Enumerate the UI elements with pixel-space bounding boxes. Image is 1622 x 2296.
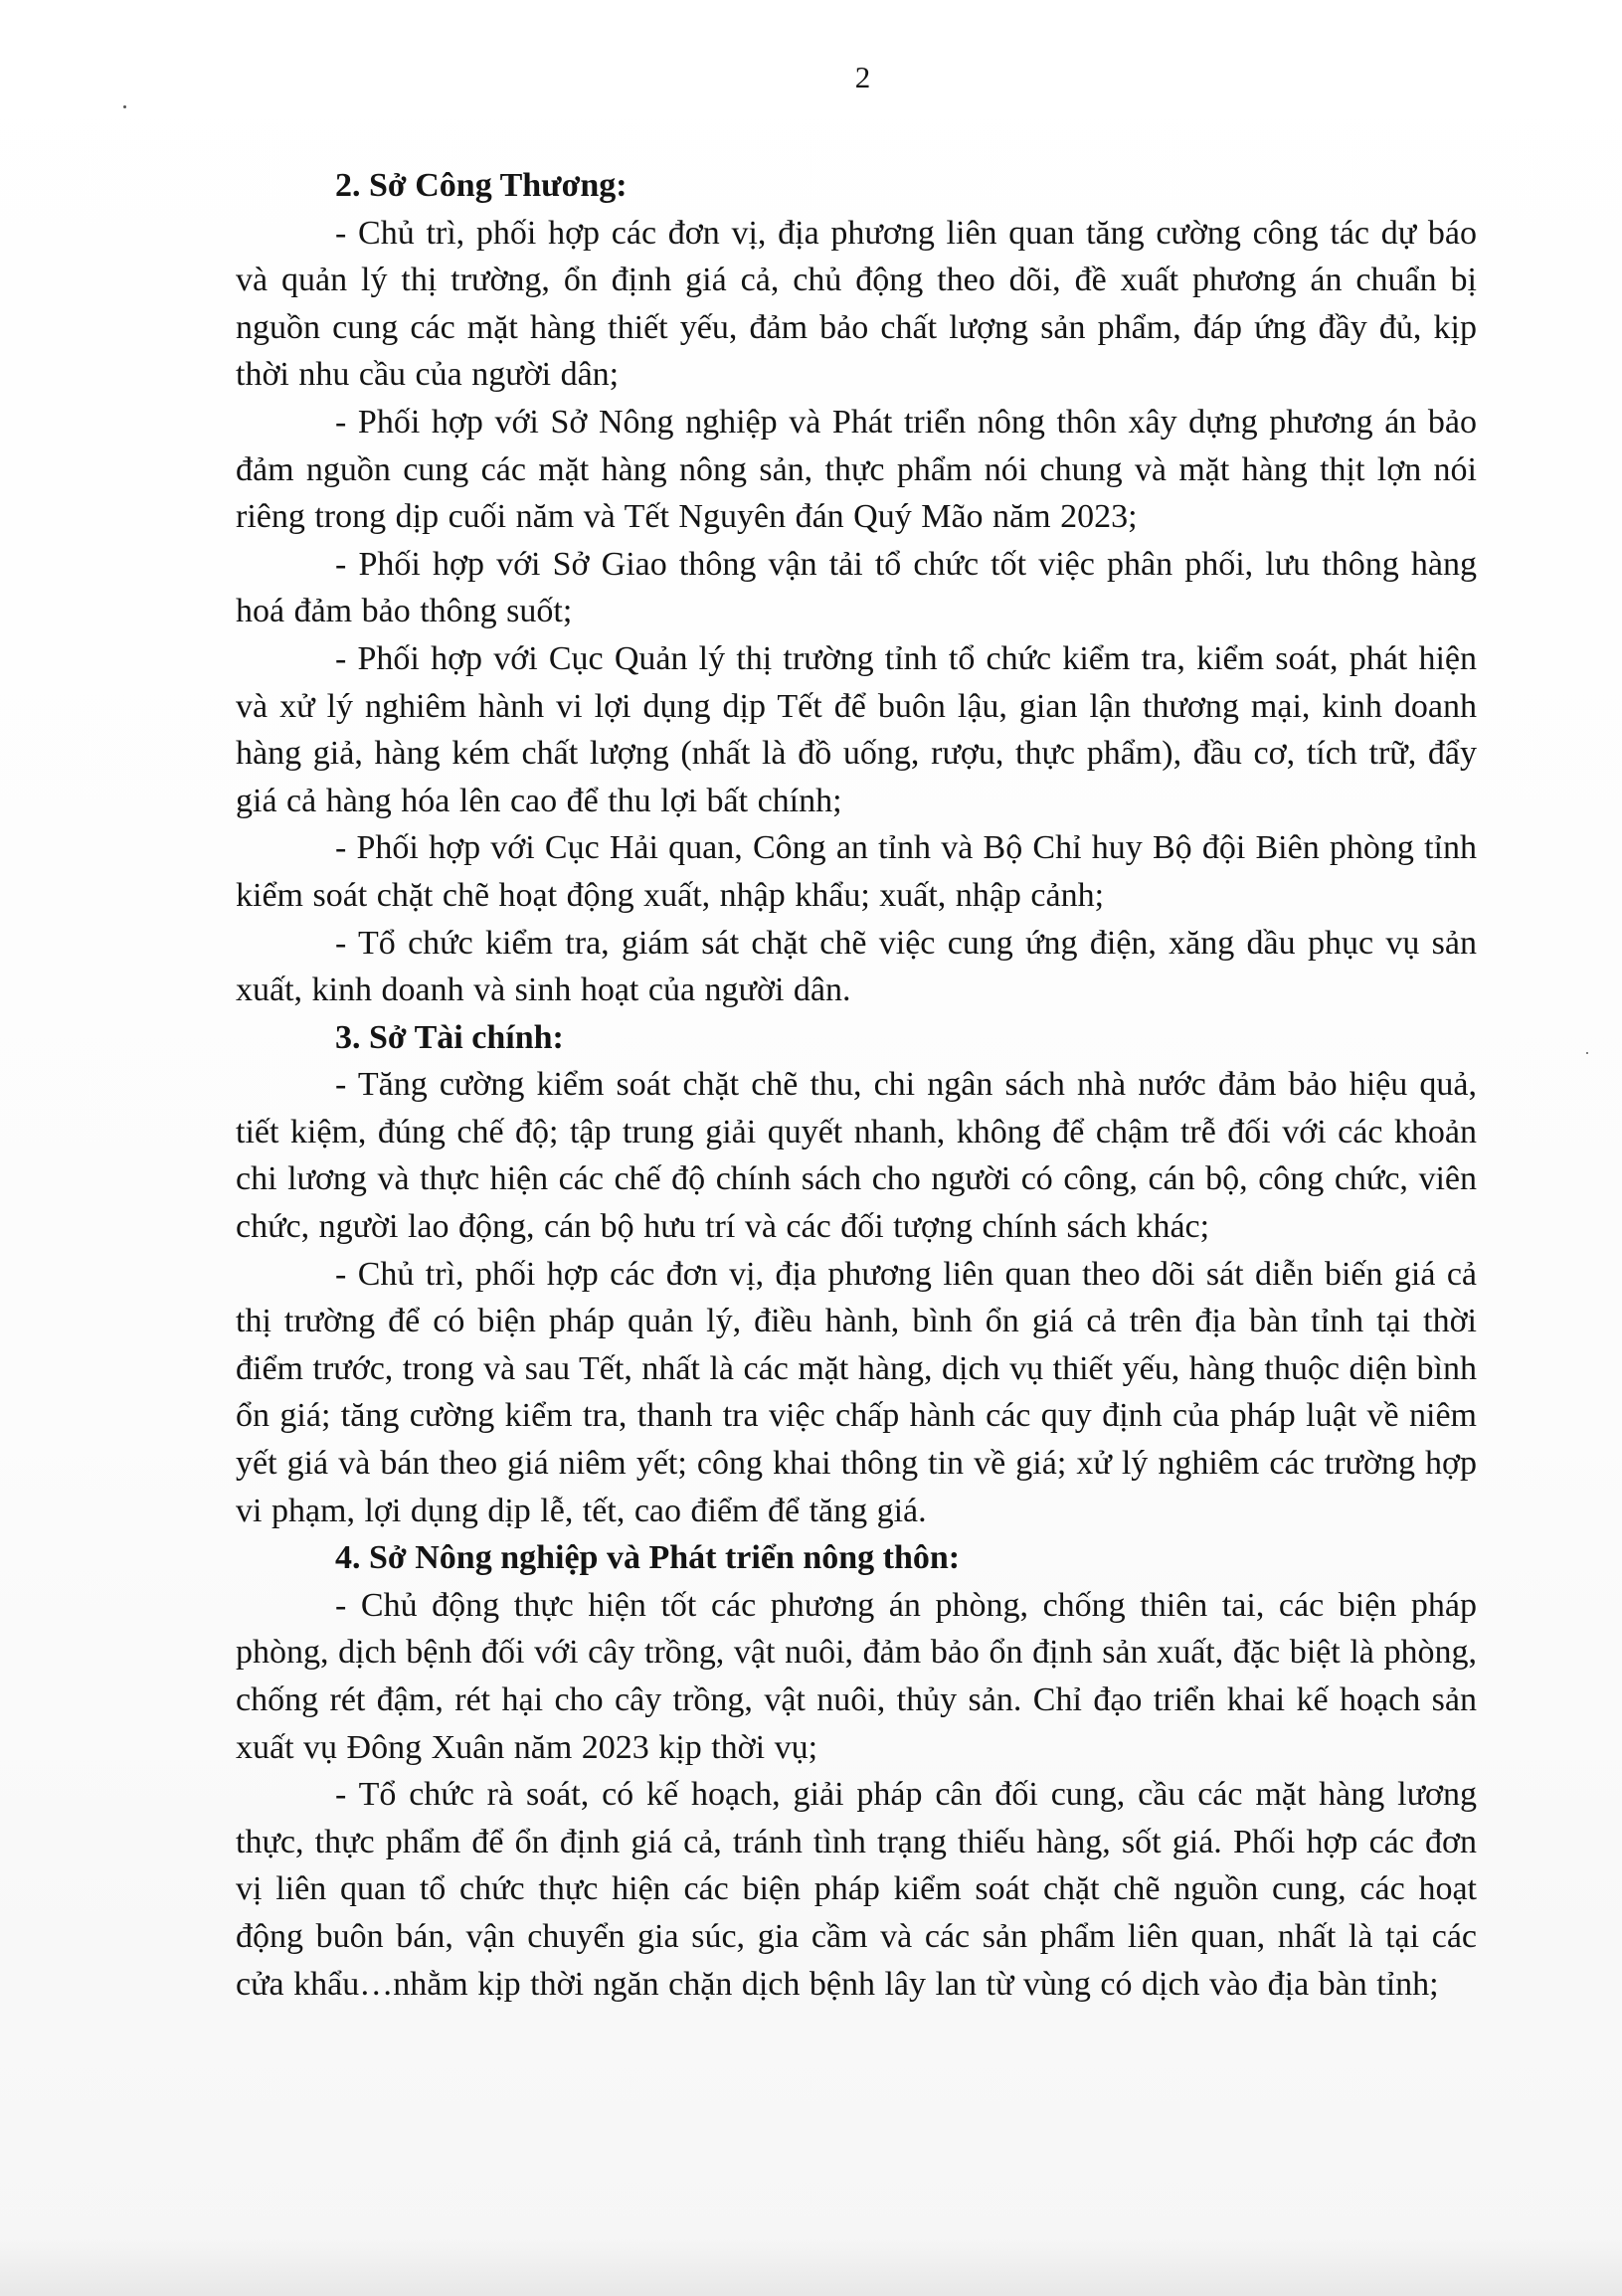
scan-edge-shade bbox=[0, 2236, 1622, 2296]
section-so-cong-thuong bbox=[236, 162, 1477, 1014]
paragraph: - Phối hợp với Sở Giao thông vận tải tổ chức tốt việc phân phối, lưu thông hàng hoá đảm bảo thông suốt; bbox=[236, 545, 1477, 630]
section-so-nong-nghiep bbox=[236, 1534, 1477, 2008]
section-heading: 3. Sở Tài chính: bbox=[335, 1018, 564, 1056]
page-number: 2 bbox=[854, 60, 871, 94]
section-heading: 4. Sở Nông nghiệp và Phát triển nông thôn: bbox=[335, 1539, 961, 1577]
scan-speck bbox=[1586, 1052, 1588, 1054]
paragraph: - Phối hợp với Sở Nông nghiệp và Phát triển nông thôn xây dựng phương án bảo đảm nguồn cung các mặt hàng nông sản, thực phẩm nói chung và mặt hàng thịt lợn nói riêng trong dịp cuối năm và Tết Nguyên đán Quý Mão năm 2023; bbox=[236, 403, 1477, 536]
document-body bbox=[236, 162, 1477, 2008]
paragraph: - Chủ trì, phối hợp các đơn vị, địa phương liên quan theo dõi sát diễn biến giá cả thị trường để có biện pháp quản lý, điều hành, bình ổn giá cả trên địa bàn tỉnh tại thời điểm trước, trong và sau Tết, nhất là các mặt hàng, dịch vụ thiết yếu, hàng thuộc diện bình ổn giá; tăng cường kiểm tra, thanh tra việc chấp hành các quy định của pháp luật về niêm yết giá và bán theo giá niêm yết; công khai thông tin về giá; xử lý nghiêm các trường hợp vi phạm, lợi dụng dịp lễ, tết, cao điểm để tăng giá. bbox=[236, 1255, 1477, 1529]
paragraph: - Tổ chức rà soát, có kế hoạch, giải pháp cân đối cung, cầu các mặt hàng lương thực, thực phẩm để ổn định giá cả, tránh tình trạng thiếu hàng, sốt giá. Phối hợp các đơn vị liên quan tổ chức thực hiện các biện pháp kiểm soát chặt chẽ nguồn cung, các hoạt động buôn bán, vận chuyển gia súc, gia cầm và các sản phẩm liên quan, nhất là tại các cửa khẩu…nhằm kịp thời ngăn chặn dịch bệnh lây lan từ vùng có dịch vào địa bàn tỉnh; bbox=[236, 1776, 1477, 2003]
paragraph: - Chủ động thực hiện tốt các phương án phòng, chống thiên tai, các biện pháp phòng, dịch bệnh đối với cây trồng, vật nuôi, đảm bảo ổn định sản xuất, đặc biệt là phòng, chống rét đậm, rét hại cho cây trồng, vật nuôi, thủy sản. Chỉ đạo triển khai kế hoạch sản xuất vụ Đông Xuân năm 2023 kịp thời vụ; bbox=[236, 1586, 1477, 1766]
section-so-tai-chinh bbox=[236, 1014, 1477, 1535]
paragraph: - Tăng cường kiểm soát chặt chẽ thu, chi ngân sách nhà nước đảm bảo hiệu quả, tiết kiệm, đúng chế độ; tập trung giải quyết nhanh, không để chậm trễ đối với các khoản chi lương và thực hiện các chế độ chính sách cho người có công, cán bộ, công chức, viên chức, người lao động, cán bộ hưu trí và các đối tượng chính sách khác; bbox=[236, 1066, 1477, 1246]
scan-speck bbox=[123, 105, 126, 108]
section-heading: 2. Sở Công Thương: bbox=[335, 167, 628, 204]
paragraph: - Phối hợp với Cục Hải quan, Công an tỉnh và Bộ Chỉ huy Bộ đội Biên phòng tỉnh kiểm soát chặt chẽ hoạt động xuất, nhập khẩu; xuất, nhập cảnh; bbox=[236, 829, 1477, 914]
paragraph: - Phối hợp với Cục Quản lý thị trường tỉnh tổ chức kiểm tra, kiểm soát, phát hiện và xử lý nghiêm hành vi lợi dụng dịp Tết để buôn lậu, gian lận thương mại, kinh doanh hàng giả, hàng kém chất lượng (nhất là đồ uống, rượu, thực phẩm), đầu cơ, tích trữ, đẩy giá cả hàng hóa lên cao để thu lợi bất chính; bbox=[236, 639, 1477, 819]
paragraph: - Chủ trì, phối hợp các đơn vị, địa phương liên quan tăng cường công tác dự báo và quản lý thị trường, ổn định giá cả, chủ động theo dõi, đề xuất phương án chuẩn bị nguồn cung các mặt hàng thiết yếu, đảm bảo chất lượng sản phẩm, đáp ứng đầy đủ, kịp thời nhu cầu của người dân; bbox=[236, 214, 1477, 394]
paragraph: - Tổ chức kiểm tra, giám sát chặt chẽ việc cung ứng điện, xăng dầu phục vụ sản xuất, kinh doanh và sinh hoạt của người dân. bbox=[236, 924, 1477, 1009]
